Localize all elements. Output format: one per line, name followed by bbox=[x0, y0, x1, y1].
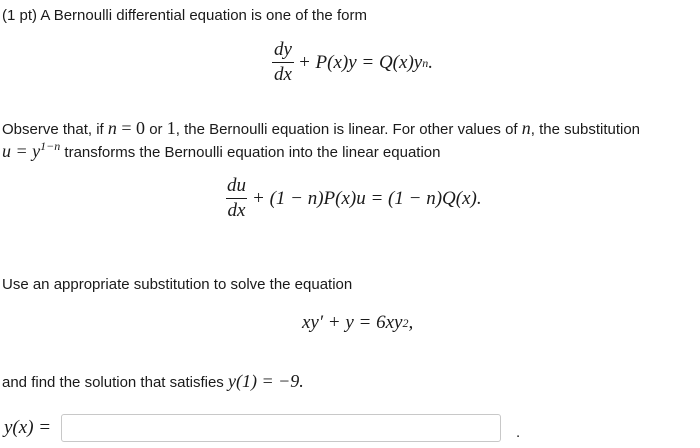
math-substitution-exponent: 1−n bbox=[40, 139, 61, 153]
du-dx-fraction bbox=[225, 176, 248, 221]
linear-equation-rest: + (1 − n)P(x)u = (1 − n)Q(x). bbox=[252, 187, 482, 209]
math-n2: n bbox=[521, 118, 531, 138]
math-n: n bbox=[107, 118, 117, 138]
find-solution-text bbox=[2, 371, 304, 393]
answer-label: y(x) = bbox=[4, 417, 52, 438]
math-eq0: = 0 bbox=[116, 118, 146, 138]
fraction-denominator: dx bbox=[274, 64, 292, 85]
observe-or: or bbox=[145, 121, 167, 138]
equation-end: . bbox=[428, 51, 433, 73]
math-substitution: u = y bbox=[2, 141, 41, 161]
target-equation-end: , bbox=[408, 312, 414, 333]
answer-row bbox=[4, 414, 501, 442]
target-equation-lhs: xy′ + y = 6xy bbox=[302, 312, 403, 333]
observe-text-4: transforms the Bernoulli equation into the linear equation bbox=[60, 144, 441, 161]
initial-condition: y(1) = −9. bbox=[227, 371, 304, 391]
answer-period: . bbox=[516, 424, 521, 441]
intro-text: (1 pt) A Bernoulli differential equation is one of the form bbox=[2, 7, 367, 24]
fraction-numerator: du bbox=[227, 175, 246, 196]
observe-paragraph-line1 bbox=[2, 118, 640, 140]
fraction-denominator: dx bbox=[227, 200, 246, 221]
find-text: and find the solution that satisfies bbox=[2, 374, 228, 391]
fraction-numerator: dy bbox=[274, 39, 292, 60]
equation-rest: + P(x)y = Q(x)y bbox=[297, 51, 423, 73]
use-substitution-text: Use an appropriate substitution to solve the equation bbox=[2, 276, 353, 293]
linear-equation bbox=[225, 176, 482, 221]
observe-text-2: , the Bernoulli equation is linear. For other values of bbox=[175, 121, 522, 138]
math-one: 1 bbox=[166, 118, 176, 138]
bernoulli-equation: $\frac{dy}{dx}$ + P(x)y = Q(x)y n . bbox=[274, 39, 433, 85]
observe-text-3: , the substitution bbox=[530, 121, 641, 138]
dy-dx-fraction bbox=[272, 40, 294, 85]
observe-text-1: Observe that, if bbox=[2, 121, 108, 138]
observe-paragraph-line2 bbox=[2, 141, 441, 163]
target-equation: xy′ + y = 6xy 2 , bbox=[302, 312, 414, 333]
answer-input[interactable] bbox=[61, 414, 501, 442]
